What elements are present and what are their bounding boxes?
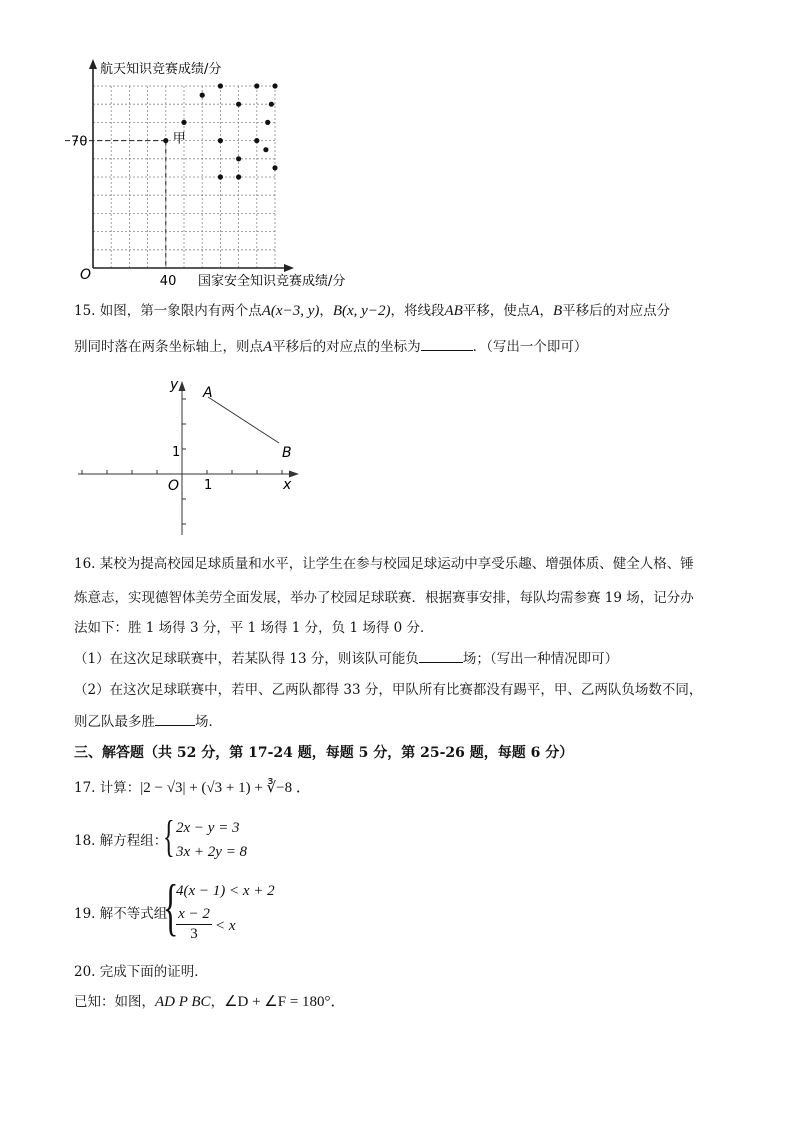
q15-seg: AB: [444, 303, 463, 319]
q15-text3: 平移后的对应点分: [562, 303, 671, 319]
q18-eq1: 2x − y = 3: [176, 820, 240, 836]
q16-sub1b: 场；（写出一种情况即可）: [462, 651, 619, 667]
q19-fraction: [176, 906, 212, 943]
origin-label: O: [80, 267, 92, 283]
scatter-point: [236, 174, 241, 179]
q15-answer-blank[interactable]: [421, 338, 473, 351]
scatter-point: [263, 147, 268, 152]
q16-sub1: [74, 650, 618, 668]
q17-label: 17. 计算：: [74, 780, 141, 796]
q19-rel: < x: [215, 918, 236, 934]
q15-text1: ，将线段: [390, 303, 445, 319]
q15-text: 15. 如图，第一象限内有两个点: [74, 303, 262, 319]
chart-grid: [93, 86, 275, 268]
q15-line2c: ．（写出一个即可）: [472, 339, 588, 355]
fig15-one-x: 1: [204, 478, 213, 493]
q20-line1: 20. 完成下面的证明．: [74, 964, 208, 980]
scatter-point: [218, 83, 223, 88]
q16-line2: 炼意志，实现德智体美劳全面发展，举办了校园足球联赛．根据赛事安排，每队均需参赛 19 场，记分办: [74, 590, 694, 606]
fig15-y-label: y: [170, 377, 179, 393]
q15-line2b: 平移后的对应点的坐标为: [272, 339, 421, 355]
fig15-one-y: 1: [172, 445, 181, 460]
scatter-point: [269, 102, 274, 107]
q20-sep: ，: [210, 994, 225, 1010]
scatter-point: [236, 156, 241, 161]
q19-ineq1: 4(x − 1) < x + 2: [176, 883, 275, 899]
segment-ab: [208, 397, 279, 443]
section-3-title: 三、解答题（共 52 分，第 17-24 题，每题 5 分，第 25-26 题，每题 6 分）: [74, 745, 574, 761]
question-17: [74, 779, 311, 797]
q15-a: A: [530, 303, 540, 319]
q16-line1: 16. 某校为提高校园足球质量和水平，让学生在参与校园足球运动中享受乐趣、增强体质、健全人格、锤: [74, 556, 694, 572]
q20-condition: AD P BC: [155, 994, 211, 1010]
q16-sub3: [74, 713, 222, 731]
y-axis-arrow: [89, 59, 97, 69]
q15-point-b: B(x, y−2): [332, 303, 391, 319]
q18-eq2: 3x + 2y = 8: [176, 844, 248, 860]
scatter-chart: [60, 55, 400, 295]
q15-line2a: 别同时落在两条坐标轴上，则点: [74, 339, 263, 355]
q16-sub3a: 则乙队最多胜: [74, 714, 155, 730]
q20-line2a: 已知：如图，: [74, 994, 155, 1010]
q16-sub3b: 场．: [195, 714, 222, 730]
fig15-origin: O: [168, 478, 180, 494]
question-15-line1: [74, 302, 670, 320]
q19-label: 19. 解不等式组: [74, 906, 168, 922]
fig15-point-a: A: [203, 385, 213, 401]
x-axis-arrow: [284, 264, 294, 272]
q18-brace: {: [163, 812, 175, 861]
scatter-point: [265, 120, 270, 125]
scatter-point: [181, 120, 186, 125]
q16-line3: 法如下：胜 1 场得 3 分，平 1 场得 1 分，负 1 场得 0 分．: [74, 620, 434, 636]
q15-a2: A: [263, 339, 273, 355]
figure-15: [75, 375, 305, 540]
scatter-point: [236, 102, 241, 107]
scatter-point: [163, 138, 168, 143]
q19-brace: {: [163, 871, 179, 942]
q16-sub2: （2）在这次足球联赛中，若甲、乙两队都得 33 分，甲队所有比赛都没有踢平，甲、乙两队负场数不同，: [74, 682, 703, 698]
scatter-point: [254, 138, 259, 143]
question-15-line2: [74, 338, 587, 356]
fig15-point-b: B: [282, 445, 292, 461]
y-tick-label: 70: [71, 134, 88, 150]
q17-expression: |2 − √3| + (√3 + 1) + ∛−8 ．: [140, 780, 311, 796]
q18-label: 18. 解方程组：: [74, 833, 168, 849]
q15-sep: ，: [319, 303, 333, 319]
scatter-point: [200, 93, 205, 98]
x-tick-label: 40: [159, 274, 177, 289]
q16-answer-blank-2[interactable]: [155, 713, 195, 726]
q16-answer-blank-1[interactable]: [419, 650, 463, 663]
x-axis-label: 国家安全知识竞赛成绩/分: [198, 274, 346, 289]
q20-angles: ∠D + ∠F = 180°．: [224, 994, 346, 1010]
highlight-label: 甲: [172, 131, 186, 147]
scatter-point: [218, 174, 223, 179]
q15-point-a: A(x−3, y): [261, 303, 320, 319]
y-axis-label: 航天知识竞赛成绩/分: [100, 62, 222, 77]
q20-line2: [74, 993, 346, 1011]
q19-denominator: 3: [190, 926, 198, 942]
scatter-point: [272, 83, 277, 88]
fig15-y-arrow: [179, 381, 186, 391]
q15-text2: 平移，使点: [462, 303, 531, 319]
q16-sub1a: （1）在这次足球联赛中，若某队得 13 分，则该队可能负: [74, 651, 419, 667]
scatter-point: [218, 138, 223, 143]
q15-comma: ，: [539, 303, 553, 319]
q19-numerator: x − 2: [178, 906, 210, 922]
q19-fraction-bar: [176, 924, 212, 925]
scatter-point: [254, 83, 259, 88]
q15-b: B: [552, 303, 563, 319]
fig15-x-label: x: [283, 477, 292, 493]
scatter-point: [272, 165, 277, 170]
